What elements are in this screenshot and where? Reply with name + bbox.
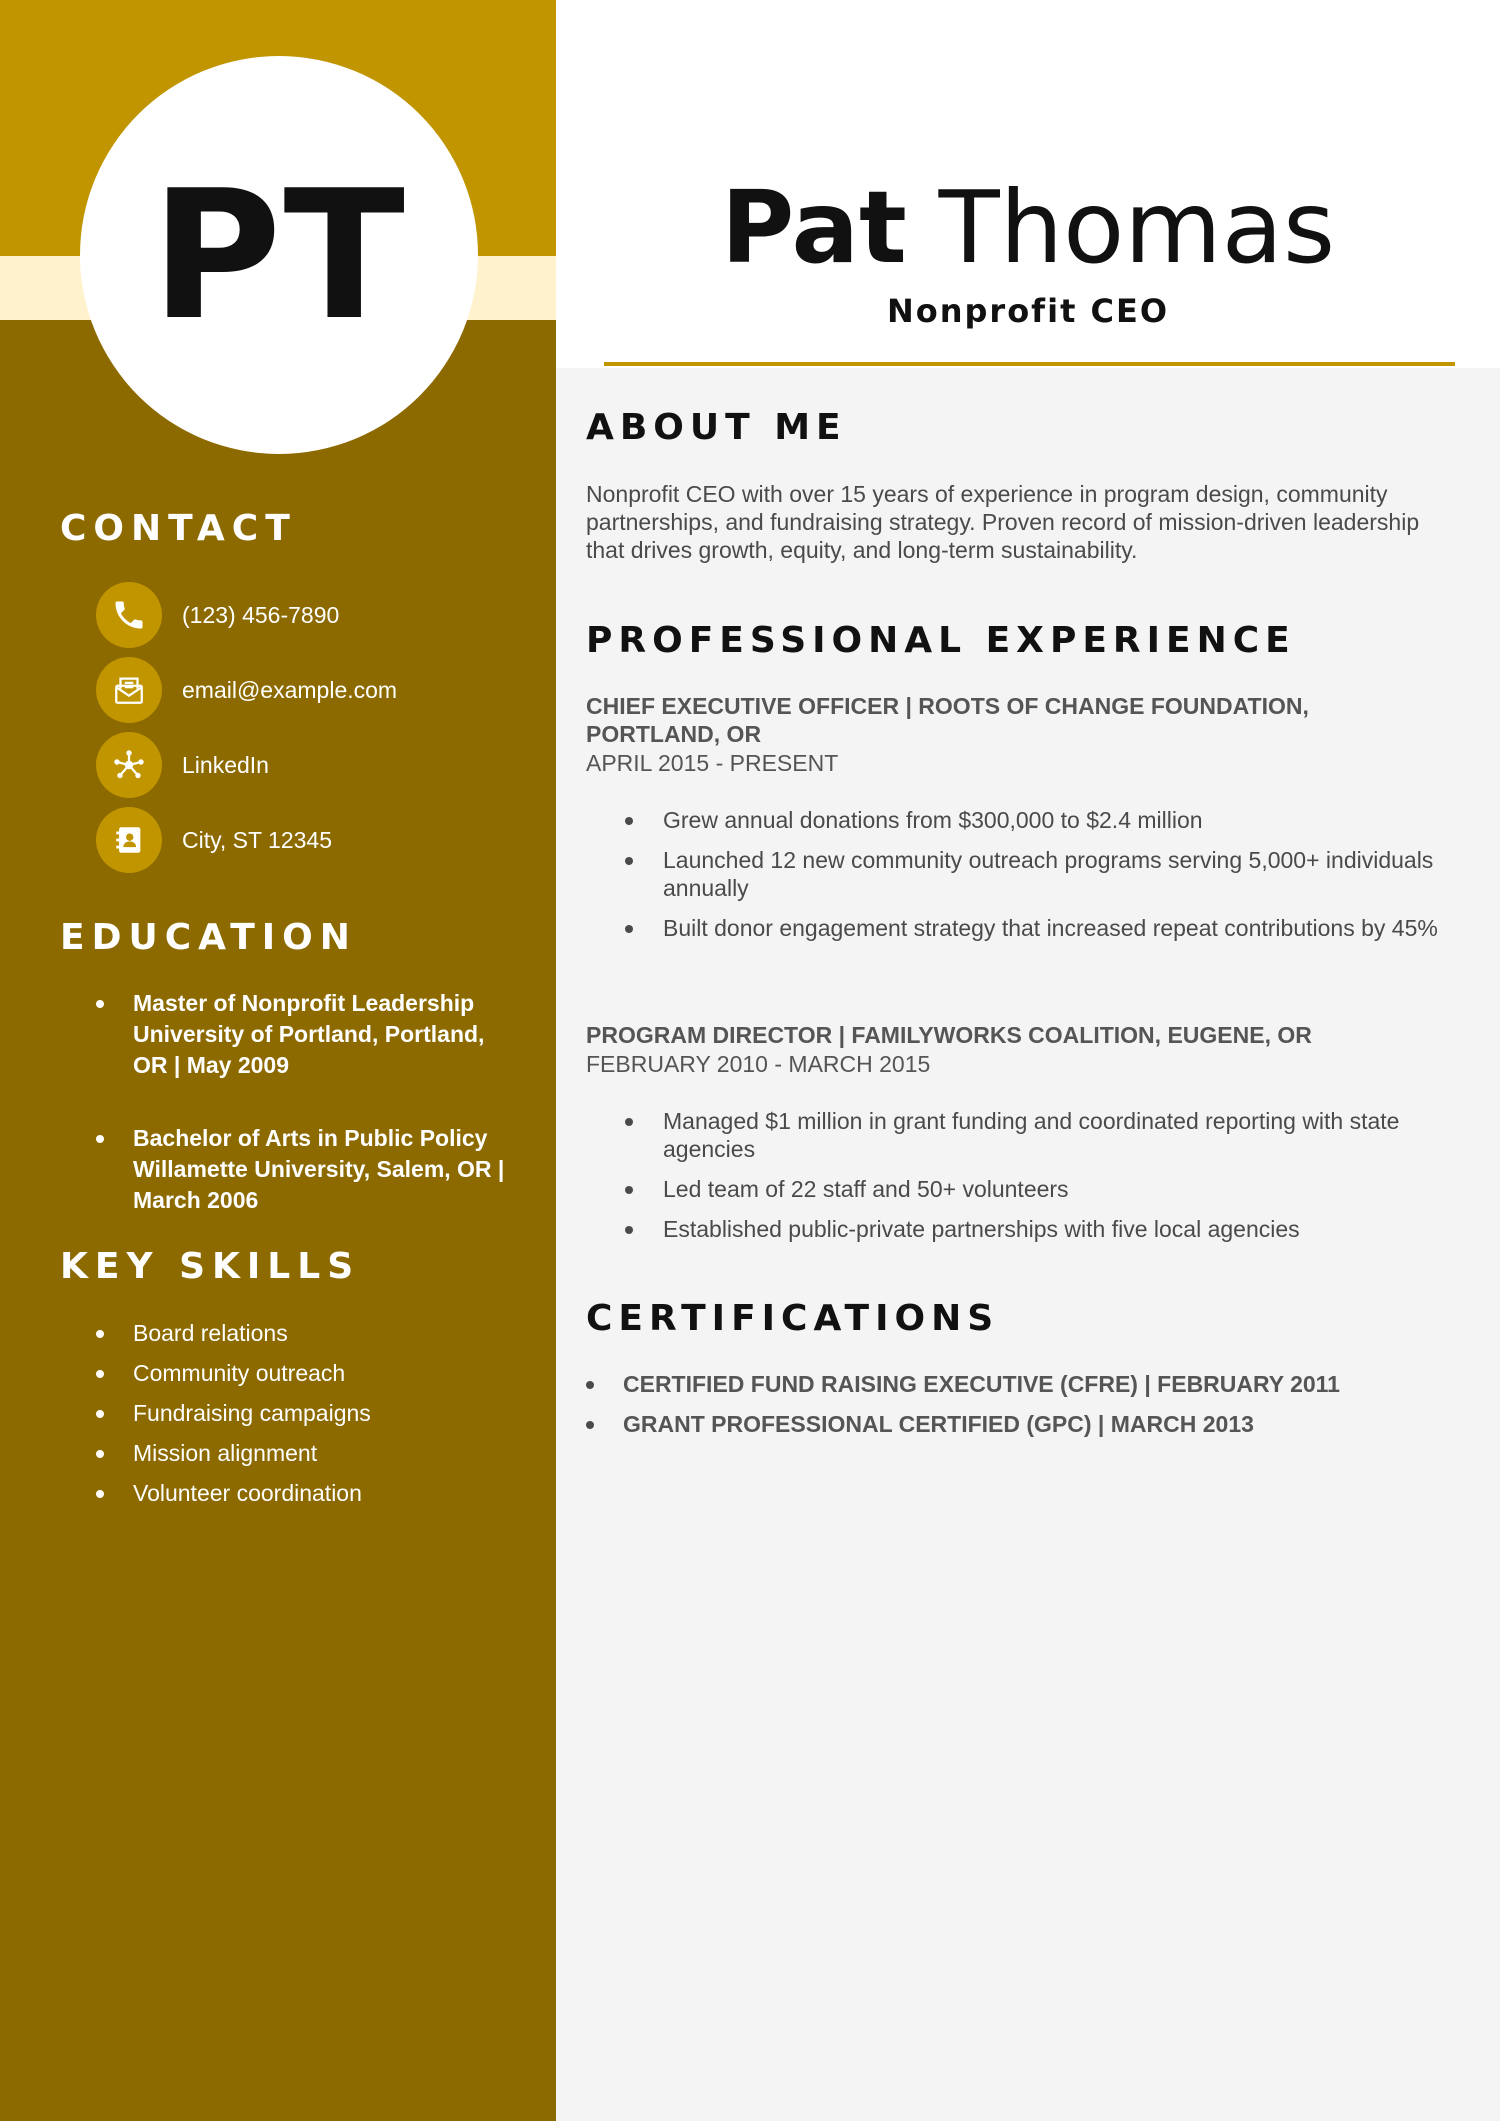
contact-linkedin: [96, 732, 269, 798]
monogram-initials: PT: [151, 151, 407, 359]
skill-item: Board relations: [60, 1318, 520, 1358]
skill-item: Community outreach: [60, 1358, 520, 1398]
monogram-circle: [80, 56, 478, 454]
sidebar: [0, 0, 556, 2121]
contact-address: [96, 807, 332, 873]
job-bullet: Led team of 22 staff and 50+ volunteers: [586, 1175, 1456, 1203]
job-bullets: [586, 806, 1456, 954]
education-item: Master of Nonprofit Leadership University of Portland, Portland, OR | May 2009: [60, 988, 520, 1081]
job-dates: APRIL 2015 - PRESENT: [586, 750, 839, 776]
job-bullet: Established public-private partnerships with five local agencies: [586, 1215, 1456, 1243]
contact-heading: CONTACT: [60, 508, 297, 549]
education-heading: EDUCATION: [60, 917, 357, 958]
job-bullets: [586, 1107, 1456, 1255]
certification-item: CERTIFIED FUND RAISING EXECUTIVE (CFRE) | FEBRUARY 2011: [586, 1370, 1456, 1410]
last-name: Thomas: [938, 169, 1336, 286]
job-title-line: PROGRAM DIRECTOR | FAMILYWORKS COALITION, EUGENE, OR: [586, 1022, 1312, 1048]
experience-heading: PROFESSIONAL EXPERIENCE: [586, 620, 1296, 661]
phone-icon: [96, 582, 162, 648]
skills-list: [60, 1318, 520, 1518]
email-icon: [96, 657, 162, 723]
education-item: Bachelor of Arts in Public Policy Willamette University, Salem, OR | March 2006: [60, 1123, 520, 1216]
about-text: Nonprofit CEO with over 15 years of experience in program design, community partnerships, and fundraising strategy. Proven record of mission-driven leadership that drives growth, equity, and long-term sustainability.: [586, 481, 1420, 563]
contact-email-text[interactable]: email@example.com: [182, 676, 398, 703]
certifications-heading: CERTIFICATIONS: [586, 1298, 1000, 1339]
network-icon: [96, 732, 162, 798]
job-dates: FEBRUARY 2010 - MARCH 2015: [586, 1051, 931, 1077]
about-heading: ABOUT ME: [586, 407, 847, 448]
job-bullet: Built donor engagement strategy that increased repeat contributions by 45%: [586, 914, 1456, 942]
certification-item: GRANT PROFESSIONAL CERTIFIED (GPC) | MARCH 2013: [586, 1410, 1456, 1450]
contact-address-text: City, ST 12345: [182, 826, 333, 853]
contact-phone-text[interactable]: (123) 456-7890: [182, 601, 340, 628]
address-book-icon: [96, 807, 162, 873]
contact-phone: [96, 582, 339, 648]
skill-item: Mission alignment: [60, 1438, 520, 1478]
job-title-line: CHIEF EXECUTIVE OFFICER | ROOTS OF CHANGE FOUNDATION, PORTLAND, OR: [586, 693, 1309, 747]
certifications-list: [586, 1370, 1456, 1450]
skill-item: Volunteer coordination: [60, 1478, 520, 1518]
header-divider: [604, 362, 1455, 366]
skills-heading: KEY SKILLS: [60, 1246, 361, 1287]
job-title: Nonprofit CEO: [886, 292, 1170, 330]
job-bullet: Grew annual donations from $300,000 to $2.4 million: [586, 806, 1456, 834]
first-name: Pat: [720, 169, 907, 286]
skill-item: Fundraising campaigns: [60, 1398, 520, 1438]
contact-email: [96, 657, 397, 723]
job-bullet: Managed $1 million in grant funding and coordinated reporting with state agencies: [586, 1107, 1456, 1163]
job-bullet: Launched 12 new community outreach programs serving 5,000+ individuals annually: [586, 846, 1456, 902]
education-list: [60, 988, 520, 1258]
contact-linkedin-text[interactable]: LinkedIn: [182, 751, 269, 778]
candidate-name: [556, 168, 1500, 288]
